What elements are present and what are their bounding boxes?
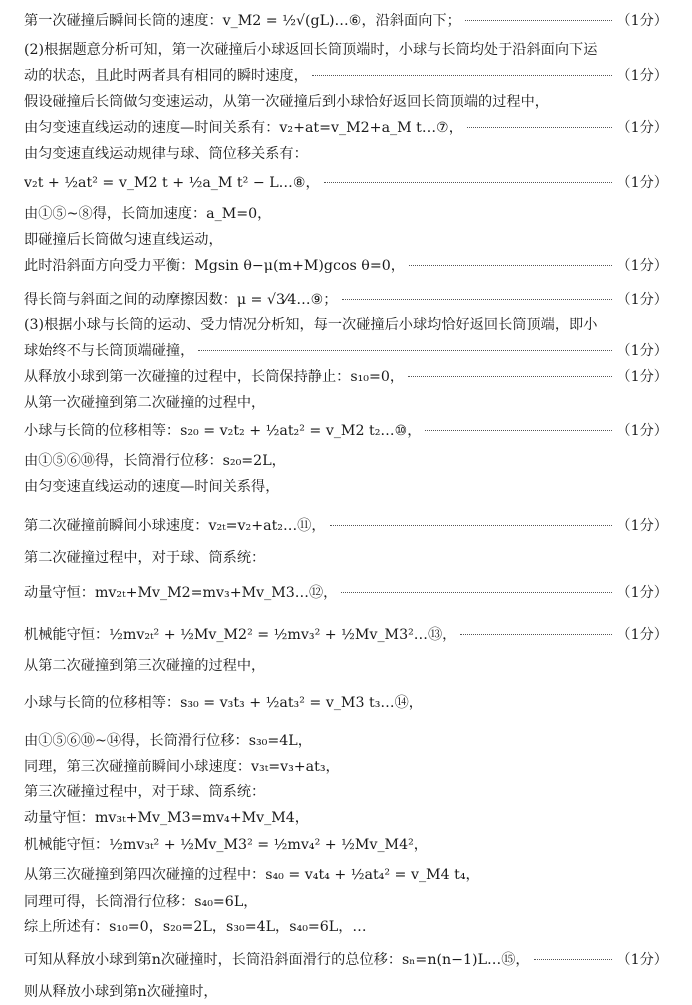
solution-line <box>24 89 668 113</box>
solution-line <box>24 390 668 414</box>
line-text: 此时沿斜面方向受力平衡：Mgsin θ−μ(m+M)gcos θ=0， <box>24 258 405 274</box>
score-label: （1分） <box>616 292 668 308</box>
dot-leader <box>408 376 612 377</box>
score-label: （1分） <box>616 627 668 643</box>
solution-line <box>24 37 668 61</box>
line-text: 同理，第三次碰撞前瞬间小球速度：v₃ₜ=v₃+at₃， <box>24 759 340 775</box>
line-text: 小球与长筒的位移相等：s₃₀ = v₃t₃ + ½at₃² = v_M3 t₃…⑭， <box>24 695 423 711</box>
solution-line <box>24 580 668 604</box>
line-text: 第三次碰撞过程中，对于球、筒系统： <box>24 784 266 800</box>
solution-line <box>24 115 668 139</box>
solution-line <box>24 545 668 569</box>
solution-line <box>24 253 668 277</box>
line-text: 从第三次碰撞到第四次碰撞的过程中：s₄₀ = v₄t₄ + ½at₄² = v_M4 t₄， <box>24 867 480 883</box>
line-text: 动量守恒：mv₂ₜ+Mv_M2=mv₃+Mv_M3…⑫， <box>24 585 338 601</box>
line-text: 假设碰撞后长筒做匀变速运动，从第一次碰撞后到小球恰好返回长筒顶端的过程中， <box>24 94 549 110</box>
line-text: 由①⑤⑥⑩得，长筒滑行位移：s₂₀=2L， <box>24 453 286 469</box>
dot-leader <box>460 634 612 635</box>
score-label: （1分） <box>616 258 668 274</box>
solution-line <box>24 312 668 336</box>
solution-line <box>24 889 668 913</box>
solution-line <box>24 754 668 778</box>
score-label: （1分） <box>616 175 668 191</box>
dot-leader <box>467 127 612 128</box>
solution-line <box>24 227 668 251</box>
line-text: 同理可得，长筒滑行位移：s₄₀=6L， <box>24 894 258 910</box>
dot-leader <box>324 182 613 183</box>
solution-line <box>24 8 668 32</box>
line-text: 从第二次碰撞到第三次碰撞的过程中， <box>24 658 266 674</box>
line-text: (2)根据题意分析可知，第一次碰撞后小球返回长筒顶端时，小球与长筒均处于沿斜面向下运 <box>24 42 598 58</box>
line-text: 从释放小球到第一次碰撞的过程中，长筒保持静止：s₁₀=0， <box>24 369 405 385</box>
line-text: 动的状态，且此时两者具有相同的瞬时速度， <box>24 68 308 84</box>
dot-leader <box>409 265 612 266</box>
solution-line <box>24 686 668 718</box>
line-text: 则从释放小球到第n次碰撞时， <box>24 984 218 1000</box>
solution-line <box>24 448 668 472</box>
score-label: （1分） <box>616 518 668 534</box>
line-text: 机械能守恒：½mv₂ₜ² + ½Mv_M2² = ½mv₃² + ½Mv_M3²…⑬， <box>24 627 457 643</box>
line-text: 由匀变速直线运动的速度—时间关系得， <box>24 479 280 495</box>
line-text: 由①⑤~⑧得，长筒加速度：a_M=0， <box>24 206 272 222</box>
line-text: 第二次碰撞过程中，对于球、筒系统： <box>24 550 266 566</box>
line-text: 机械能守恒：½mv₃ₜ² + ½Mv_M3² = ½mv₄² + ½Mv_M4²， <box>24 837 428 853</box>
solution-line <box>24 914 668 938</box>
solution-line <box>24 779 668 803</box>
score-label: （1分） <box>616 369 668 385</box>
line-text: 由匀变速直线运动规律与球、筒位移关系有： <box>24 146 308 162</box>
line-text: 从第一次碰撞到第二次碰撞的过程中， <box>24 395 266 411</box>
solution-line <box>24 283 668 315</box>
score-label: （1分） <box>616 423 668 439</box>
dot-leader <box>425 430 612 431</box>
dot-leader <box>534 959 613 960</box>
line-text: 第二次碰撞前瞬间小球速度：v₂ₜ=v₂+at₂…⑪， <box>24 518 326 534</box>
score-label: （1分） <box>616 585 668 601</box>
solution-line <box>24 364 668 388</box>
solution-line <box>24 201 668 225</box>
line-text: 球始终不与长筒顶端碰撞， <box>24 343 195 359</box>
line-text: 第一次碰撞后瞬间长筒的速度：v_M2 = ½√(gL)…⑥，沿斜面向下； <box>24 13 461 29</box>
line-text: v₂t + ½at² = v_M2 t + ½a_M t² − L…⑧， <box>24 175 320 191</box>
solution-line <box>24 805 668 829</box>
line-text: 综上所述有：s₁₀=0，s₂₀=2L，s₃₀=4L，s₄₀=6L，… <box>24 919 367 935</box>
score-label: （1分） <box>616 68 668 84</box>
line-text: 可知从释放小球到第n次碰撞时，长筒沿斜面滑行的总位移：sₙ=n(n−1)L…⑮， <box>24 952 530 968</box>
line-text: (3)根据小球与长筒的运动、受力情况分析知，每一次碰撞后小球均恰好返回长筒顶端，即小 <box>24 317 598 333</box>
dot-leader <box>342 299 613 300</box>
solution-line <box>24 141 668 165</box>
score-label: （1分） <box>616 952 668 968</box>
solution-line <box>24 979 668 1003</box>
solution-line <box>24 513 668 537</box>
line-text: 即碰撞后长筒做匀速直线运动， <box>24 232 223 248</box>
solution-line <box>24 858 668 890</box>
dot-leader <box>198 350 612 351</box>
solution-line <box>24 474 668 498</box>
solution-line <box>24 828 668 860</box>
line-text: 小球与长筒的位移相等：s₂₀ = v₂t₂ + ½at₂² = v_M2 t₂…⑩， <box>24 423 422 439</box>
score-label: （1分） <box>616 343 668 359</box>
solution-line <box>24 947 668 971</box>
line-text: 动量守恒：mv₃ₜ+Mv_M3=mv₄+Mv_M4， <box>24 810 309 826</box>
solution-line <box>24 166 668 198</box>
solution-line <box>24 653 668 677</box>
solution-line <box>24 728 668 752</box>
line-text: 得长筒与斜面之间的动摩擦因数：μ = √3⁄4…⑨； <box>24 292 338 308</box>
score-label: （1分） <box>616 120 668 136</box>
solution-line <box>24 63 668 87</box>
dot-leader <box>312 75 613 76</box>
score-label: （1分） <box>616 13 668 29</box>
dot-leader <box>330 525 613 526</box>
line-text: 由①⑤⑥⑩~⑭得，长筒滑行位移：s₃₀=4L， <box>24 733 312 749</box>
solution-line <box>24 618 668 650</box>
dot-leader <box>465 20 613 21</box>
solution-line <box>24 338 668 362</box>
solution-line <box>24 414 668 446</box>
line-text: 由匀变速直线运动的速度—时间关系有：v₂+at=v_M2+a_M t…⑦， <box>24 120 463 136</box>
dot-leader <box>341 592 612 593</box>
